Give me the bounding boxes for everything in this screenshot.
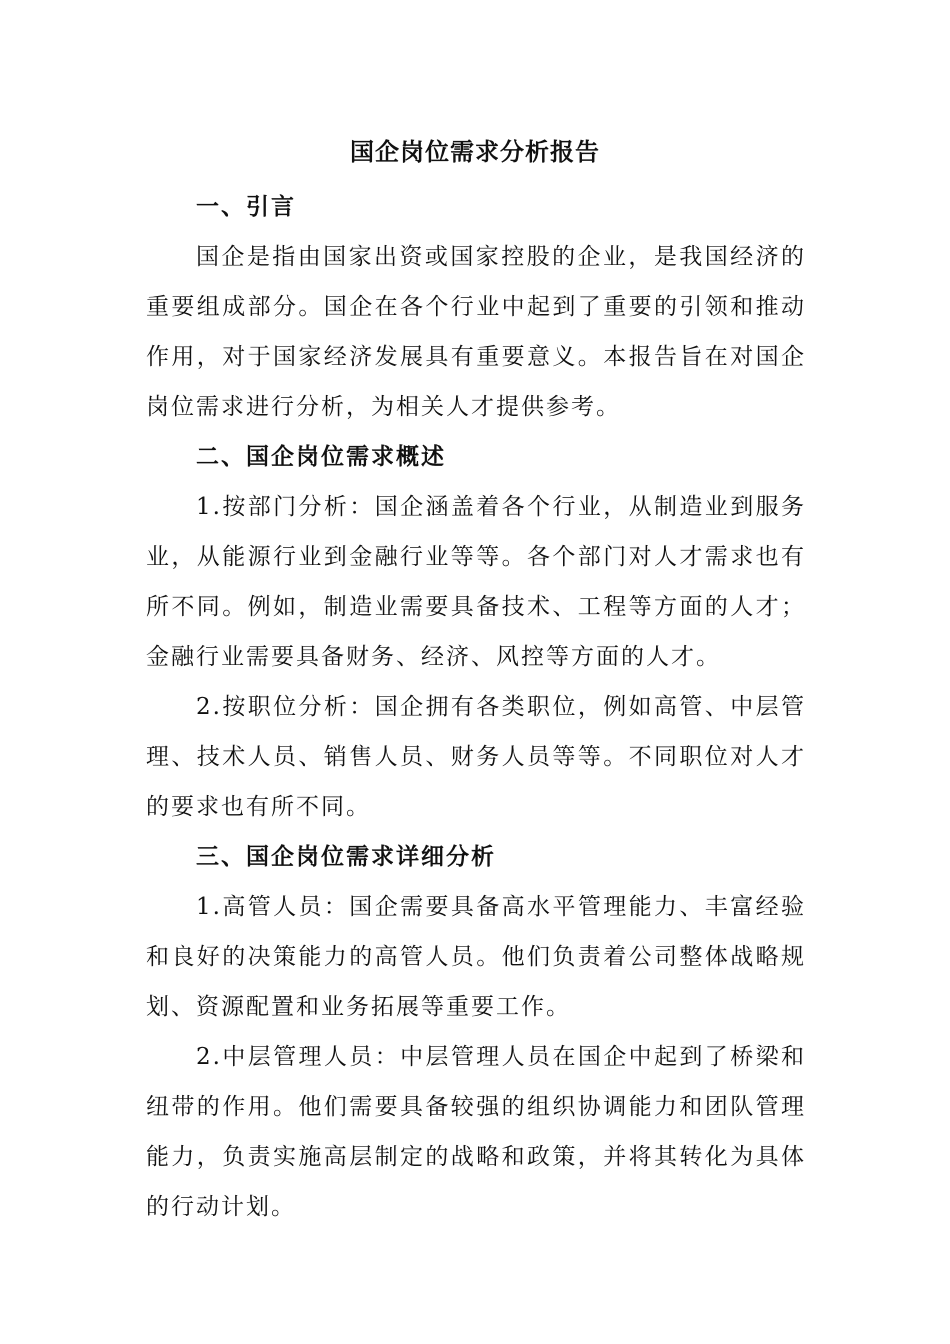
document-title: 国企岗位需求分析报告 <box>350 137 600 166</box>
section-heading-introduction: 一、引言 <box>196 193 296 220</box>
document-body <box>146 182 806 1232</box>
section-heading-overview: 二、国企岗位需求概述 <box>196 443 446 470</box>
section-heading-detailed-analysis: 三、国企岗位需求详细分析 <box>196 843 496 870</box>
paragraph-by-department: 1.按部门分析：国企涵盖着各个行业，从制造业到服务业，从能源行业到金融行业等等。各个部门对人才需求也有所不同。例如，制造业需要具备技术、工程等方面的人才；金融行业需要具备财务、经济、风控等方面的人才。 <box>146 494 806 670</box>
paragraph-senior-executives: 1.高管人员：国企需要具备高水平管理能力、丰富经验和良好的决策能力的高管人员。他们负责着公司整体战略规划、资源配置和业务拓展等重要工作。 <box>146 894 806 1020</box>
paragraph-middle-managers: 2.中层管理人员：中层管理人员在国企中起到了桥梁和纽带的作用。他们需要具备较强的组织协调能力和团队管理能力，负责实施高层制定的战略和政策，并将其转化为具体的行动计划。 <box>146 1044 806 1220</box>
paragraph-by-position: 2.按职位分析：国企拥有各类职位，例如高管、中层管理、技术人员、销售人员、财务人员等等。不同职位对人才的要求也有所不同。 <box>146 694 806 820</box>
paragraph-introduction: 国企是指由国家出资或国家控股的企业，是我国经济的重要组成部分。国企在各个行业中起到了重要的引领和推动作用，对于国家经济发展具有重要意义。本报告旨在对国企岗位需求进行分析，为相关人才提供参考。 <box>146 244 806 420</box>
